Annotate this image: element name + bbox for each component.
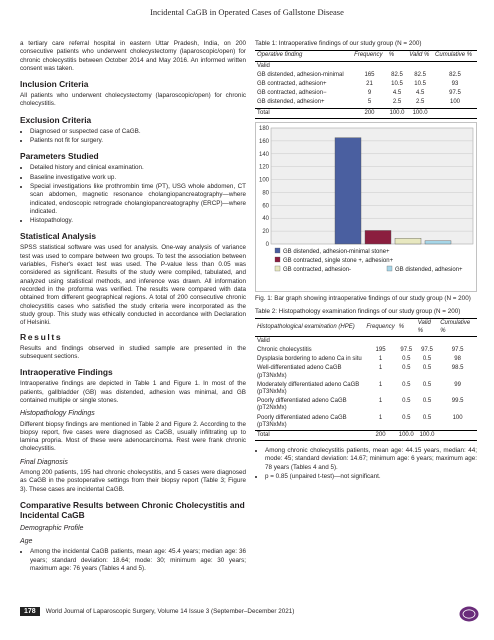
legend-label: GB distended, adhesion+ [395,266,463,273]
table-cell: 200 [352,108,387,118]
publisher-logo-icon [459,606,479,622]
table-cell [433,108,477,118]
table-cell: 1 [378,356,383,363]
exclusion-list [20,128,246,146]
table-cell [438,430,477,440]
table2-header: % [397,319,416,336]
table-cell: 1 [378,398,383,405]
intro-paragraph: a tertiary care referral hospital in eastern Uttar Pradesh, India, on 200 consecutive patients who underwent cholecystectomy (laparoscopic/open) for chronic cholecystitis between October 2014 and May 2016. An informed written consent was taken. [20,40,246,72]
legend-label: GB contracted, adhesion- [283,266,352,273]
table-cell: 165 [364,71,375,78]
table-cell: 100.0 [397,430,416,440]
running-header: Incidental CaGB in Operated Cases of Gallstone Disease [150,7,344,17]
y-tick-label: 100 [258,177,269,184]
legend-swatch [387,266,392,271]
age-item: • Among the incidental CaGB patients, mean age: 45.4 years; median age: 36 years; standard deviation: 18.64; mode: 30; minimum age: 30 years; maximum age: 76 years (Tables 4 and 5). [30,548,246,573]
bar [335,137,361,243]
table-row [255,355,477,364]
page-number: 178 [20,607,40,616]
inclusion-heading: Inclusion Criteria [20,79,89,90]
table-cell: GB distended, adhesion-minimal [257,71,344,78]
figure1-caption: Fig. 1: Bar graph showing intraoperative findings of our study group (N = 200) [255,294,471,302]
params-item: • Baseline investigative work up. [30,174,246,182]
legend-label: GB contracted, single stone +, adhesion+ [283,257,394,264]
table-row [255,346,477,355]
params-list [20,164,246,225]
legend-label: GB distended, adhesion-minimal stone+ [283,248,390,255]
table1-header: Frequency [352,51,387,61]
table-row [255,364,477,380]
final-text: Among 200 patients, 195 had chronic cholecystitis, and 5 cases were diagnosed as CaGB in the postoperative settings from their biopsy report (Table 3; Figure 3). These cases are incidental CaGB. [20,468,246,493]
stats-heading: Statistical Analysis [20,231,97,242]
table-cell: 2.5 [415,99,425,106]
table-cell: 4.5 [392,90,402,97]
legend-swatch [275,266,280,271]
table1-header: % [387,51,407,61]
table-cell: 100.0 [416,430,438,440]
y-tick-label: 40 [262,215,269,222]
table-cell: 82.5 [449,71,461,78]
params-item: • Special investigations like prothrombin time (PT), USG whole abdomen, CT scan abdomen, magnetic resonance cholangiopancreatography—where indicated, endoscopic retrograde cholangiopancreatography (ERCP)—where indicated. [30,183,246,216]
bullet-item: • Among chronic cholecystitis patients, mean age: 44.15 years, median: 44; mode: 45; standard deviation: 14.67; minimum age: 6 years; maximum age: 78 years (Tables 4 and 5). [265,447,477,472]
table-row [255,71,477,80]
table-cell: 21 [366,80,373,87]
table-cell: 0.5 [422,356,432,363]
table-cell: 100 [452,414,463,421]
y-tick-label: 160 [258,138,269,145]
table-cell: 0.5 [402,356,411,363]
table-cell: 0.5 [422,398,432,405]
y-tick-label: 80 [262,190,269,197]
table-cell: 0.5 [402,414,411,421]
final-heading: Final Diagnosis [20,458,68,466]
y-tick-label: 60 [262,203,269,210]
table-cell: 2.5 [392,99,402,106]
plot-area [271,128,473,244]
legend-swatch [275,248,280,253]
intraop-heading: Intraoperative Findings [20,367,113,378]
table-cell: 100.0 [407,108,433,118]
table-cell: Moderately differentiated adeno CaGB (pT3NxMx) [257,381,360,395]
table-cell: 1 [378,365,383,372]
table2 [255,318,477,441]
table-cell: 4.5 [415,90,425,97]
table-cell: 82.5 [414,71,426,78]
comparative-heading: Comparative Results between Chronic Cholecystitis and Incidental CaGB [20,499,245,520]
table-cell: 0.5 [422,414,432,421]
table-cell: Poorly differentiated adeno CaGB (pT2NxMx) [257,398,347,412]
table1 [255,50,477,118]
table-cell: 200 [364,430,396,440]
demographic-heading: Demographic Profile [20,524,84,532]
stats-text: SPSS statistical software was used for analysis. One-way analysis of variance test was used to compare between two groups. To test the association between variables, Fisher's exact test was used. The P-value less than 0.05 was considered as significant. Results of the study were compiled, tabulated, and analyzed using statistical methods, and inference was drawn. All information recorded in the proforma was verified. The results were compared with data obtained from different geographical regions. A total of 200 consecutive chronic cholecystitis cases who satisfied the study criteria were incorporated as the study group. This study was ethically conducted in accordance with Declaration of Helsinki. [20,244,246,327]
table1-header: Cumulative % [433,51,477,61]
bar [395,238,421,244]
bar [425,240,451,243]
table-cell: 0.5 [402,398,411,405]
exclusion-item: • Patients not fit for surgery. [30,137,246,145]
table-cell: GB distended, adhesion+ [257,99,325,106]
table-cell: Total [255,108,352,118]
legend-swatch [275,257,280,262]
table-cell: 98 [454,356,461,363]
params-item: • Detailed history and clinical examination. [30,164,246,172]
table-cell: 10.5 [414,80,426,87]
table-cell: 93 [451,80,459,87]
table-total-row [255,430,477,440]
table-row [255,414,477,431]
table1-header: Operative finding [255,51,352,61]
table2-caption: Table 2: Histopathology examination findings of our study group (N = 200) [255,308,461,316]
exclusion-heading: Exclusion Criteria [20,114,92,125]
exclusion-item: • Diagnosed or suspected case of CaGB. [30,128,246,136]
table-row [255,397,477,413]
params-item: • Histopathology. [30,217,246,225]
table-row [255,381,477,397]
journal-name: World Journal of Laparoscopic Surgery, Volume 14 Issue 3 (September–December 2021) [45,608,295,615]
age-list [20,548,246,573]
left-column [20,40,246,576]
intraop-text: Intraoperative findings are depicted in Table 1 and Figure 1. In most of the patients, gallbladder (GB) was distended, adhesion was minimal, and GB contained multiple or single stones. [20,380,246,404]
table1-valid-label: Valid [257,62,270,69]
table2-header: Valid % [416,319,438,336]
table-cell: 97.5 [421,346,433,353]
table-cell: 100 [450,99,461,106]
table-cell: 5 [367,99,372,106]
histo-text: Different biopsy findings are mentioned in Table 2 and Figure 2. According to the biopsy report, five cases were diagnosed as CaGB, usually infiltrating up to lamina propria. Most of these were adenocarcinoma. Rest were frank chronic cholecystitis. [20,420,246,453]
table-cell: 97.5 [451,346,464,353]
table2-header: Frequency [364,319,396,336]
bar [365,230,391,244]
table1-header: Valid % [407,51,433,61]
y-tick-label: 20 [262,228,269,235]
table-cell: Well-differentiated adeno CaGB (pT3NxMx) [257,365,342,379]
table-cell: 195 [375,346,386,353]
bar-chart-svg [255,122,477,292]
table1-caption: Table 1: Intraoperative findings of our study group (N = 200) [255,40,422,47]
params-heading: Parameters Studied [20,151,99,162]
table-cell: 10.5 [391,80,403,87]
table2-header: Histopathological examination (HPE) [255,319,364,336]
table-cell: Dysplasia bordering to adeno Ca in situ [257,356,362,363]
table-cell: Total [255,430,364,440]
table-cell: Poorly differentiated adeno CaGB (pT3NxMx) [257,414,347,428]
page-footer [20,605,294,618]
right-column [255,40,477,484]
table-cell: 1 [378,381,383,388]
figure1-chart [255,122,477,292]
results-heading: Results [20,332,63,343]
table-cell: 9 [367,90,372,97]
table-row [255,98,477,108]
histo-heading: Histopathology Findings [20,410,95,418]
table-cell: 98.5 [451,365,464,372]
y-tick-label: 140 [258,151,269,158]
table-cell: 1 [378,414,383,421]
table-cell: 99.5 [451,398,464,405]
age-heading: Age [20,538,33,546]
table-cell: 0.5 [422,365,432,372]
results-text: Results and findings observed in studied sample are presented in the subsequent sections. [20,344,246,361]
table-cell: 0.5 [402,365,411,372]
inclusion-text: All patients who underwent cholecystectomy (laparoscopic/open) for chronic cholecystitis. [20,92,246,108]
table-cell: GB contracted, adhesion+ [257,80,327,87]
table-cell: 0.5 [402,381,411,388]
y-tick-label: 120 [258,164,269,171]
table-cell: 82.5 [391,71,403,78]
table-cell: 100.0 [387,108,407,118]
table2-header: Cumulative % [438,319,477,336]
table-row [255,89,477,98]
table-cell: 99 [454,381,461,388]
table2-valid-label: Valid [257,337,270,344]
bullet-item: • p = 0.85 (unpaired t-test)—not significant. [265,473,477,481]
table-cell: Chronic cholecystitis [257,346,312,353]
right-bullets [255,447,477,481]
table-cell: 97.5 [449,90,461,97]
table-cell: 0.5 [422,381,432,388]
y-tick-label: 180 [258,125,269,132]
table-total-row [255,108,477,118]
table-cell: 97.5 [400,346,413,353]
table-cell: GB contracted, adhesion− [257,90,327,97]
y-tick-label: 0 [265,241,269,248]
table-row [255,80,477,89]
